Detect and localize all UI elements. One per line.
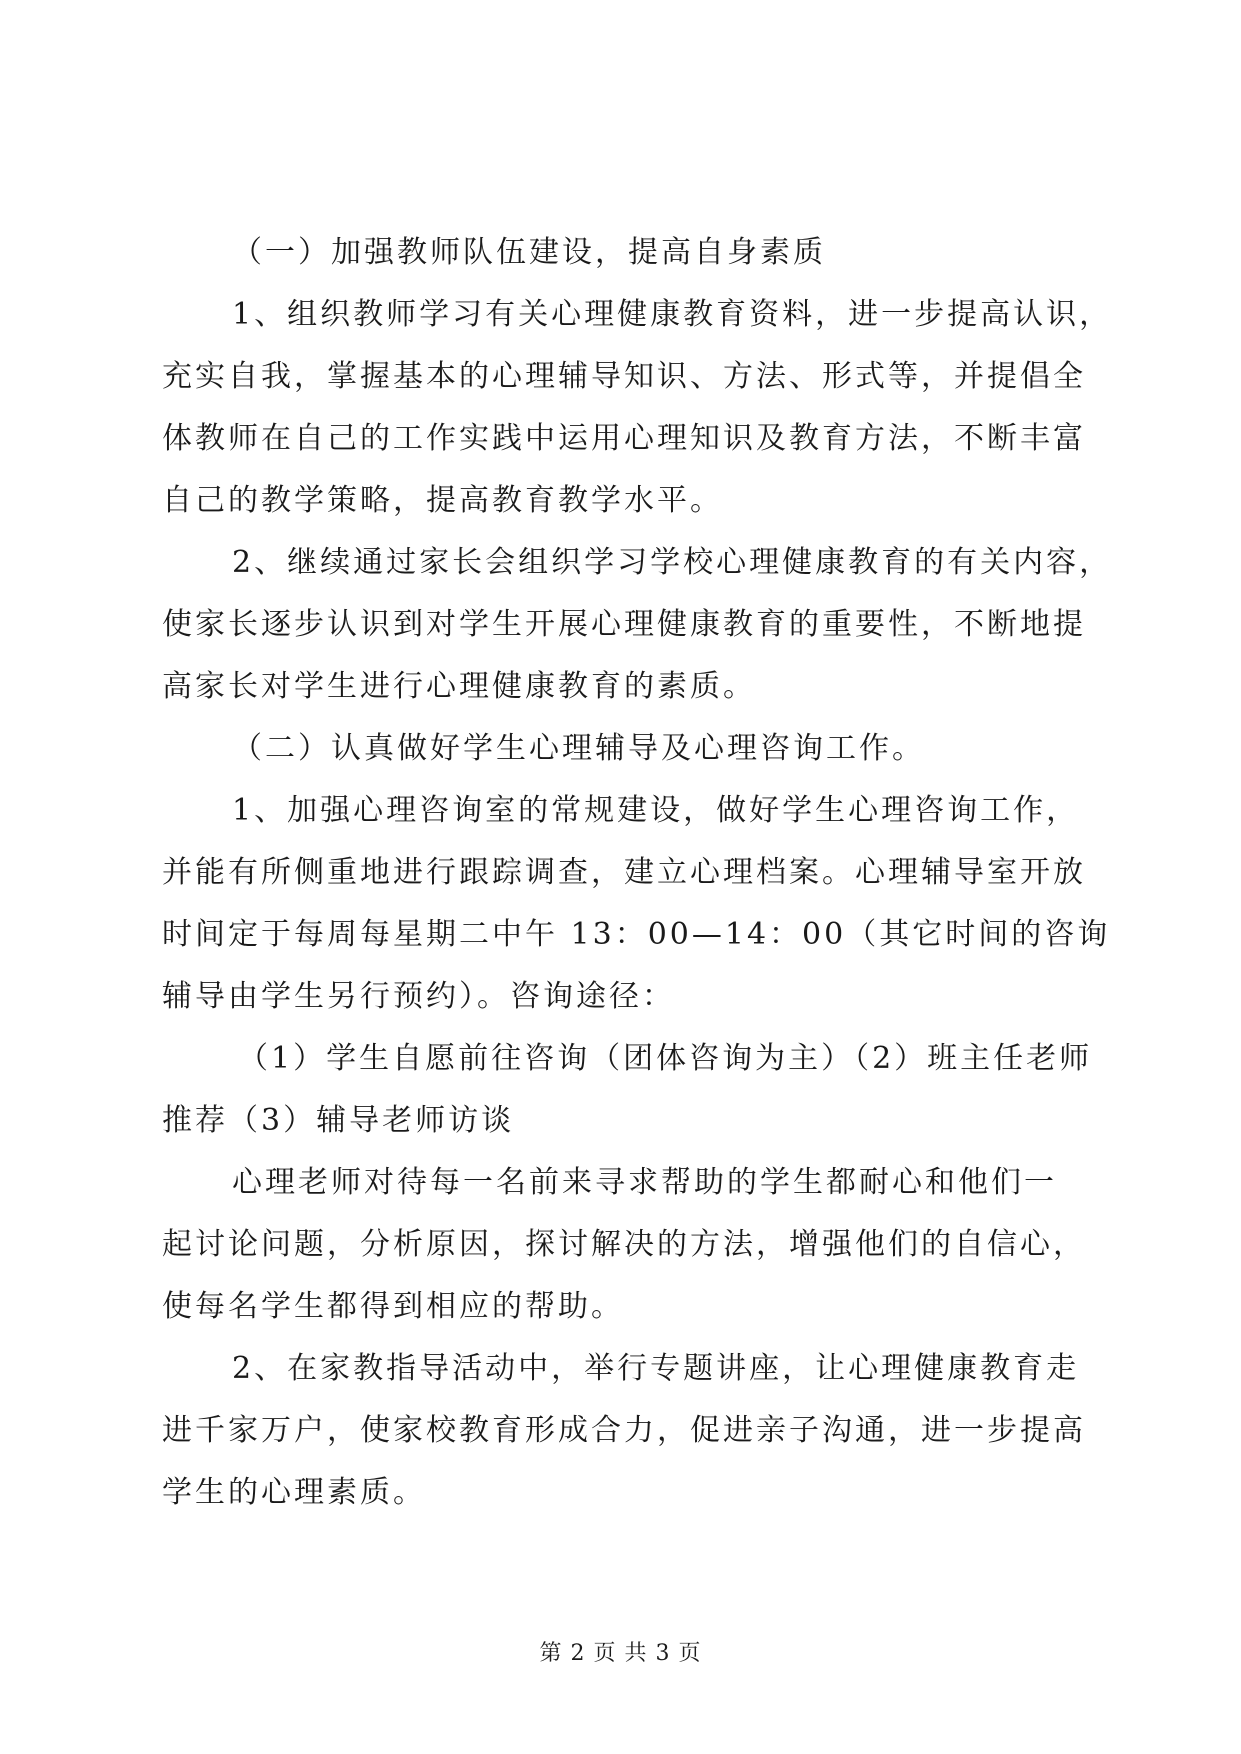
section-heading-2: （二）认真做好学生心理辅导及心理咨询工作。 [232,731,925,766]
paragraph-line: 并能有所侧重地进行跟踪调查，建立心理档案。心理辅导室开放 [162,855,1086,890]
paragraph-line: 使家长逐步认识到对学生开展心理健康教育的重要性，不断地提 [162,607,1086,642]
paragraph-line: 自己的教学策略，提高教育教学水平。 [162,483,723,518]
document-body [162,222,1113,1524]
paragraph-line: 起讨论问题，分析原因，探讨解决的方法，增强他们的自信心， [162,1227,1086,1262]
paragraph-line: 1、组织教师学习有关心理健康教育资料，进一步提高认识， [232,297,1113,332]
page-number-footer: 第 2 页 共 3 页 [539,1641,702,1666]
paragraph-line: 2、在家教指导活动中，举行专题讲座，让心理健康教育走 [232,1351,1080,1386]
paragraph-line: 学生的心理素质。 [162,1475,426,1510]
paragraph-line: 心理老师对待每一名前来寻求帮助的学生都耐心和他们一 [232,1165,1057,1200]
paragraph-line: 体教师在自己的工作实践中运用心理知识及教育方法，不断丰富 [162,421,1086,456]
paragraph-line: 使每名学生都得到相应的帮助。 [162,1289,624,1324]
paragraph-line: 辅导由学生另行预约）。咨询途径： [162,979,675,1014]
paragraph-line: （1）学生自愿前往咨询（团体咨询为主）（2）班主任老师 [238,1041,1093,1076]
paragraph-line: 高家长对学生进行心理健康教育的素质。 [162,669,756,704]
paragraph-line: 推荐（3）辅导老师访谈 [162,1103,515,1138]
paragraph-line: 时间定于每周每星期二中午 13：00—14：00（其它时间的咨询 [162,917,1111,952]
section-heading-1: （一）加强教师队伍建设，提高自身素质 [232,235,826,270]
paragraph-line: 1、加强心理咨询室的常规建设，做好学生心理咨询工作， [232,793,1080,828]
paragraph-line: 充实自我，掌握基本的心理辅导知识、方法、形式等，并提倡全 [162,359,1086,394]
paragraph-line: 2、继续通过家长会组织学习学校心理健康教育的有关内容， [232,545,1113,580]
paragraph-line: 进千家万户，使家校教育形成合力，促进亲子沟通，进一步提高 [162,1413,1086,1448]
